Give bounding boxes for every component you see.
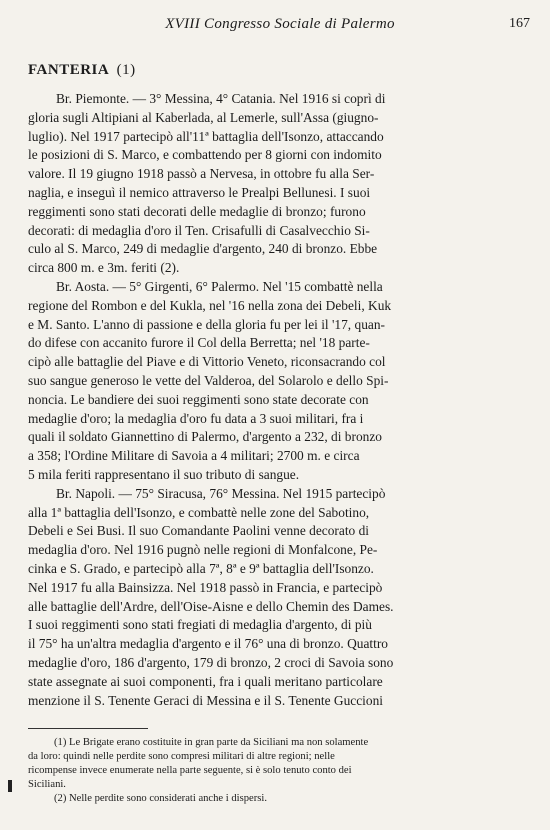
paragraph-2-line: noncia. Le bandiere dei suoi reggimenti sono state decorate con [28, 391, 369, 407]
paragraph-2-line: suo sangue generoso le vette del Valderoa, del Solarolo e dello Spi- [28, 372, 389, 388]
paragraph-1-line: le posizioni di S. Marco, e combattendo per 8 giorni con indomito [28, 147, 382, 163]
paragraph-2-line: do difese con accanito furore il Col della Berretta; nel '18 parte- [28, 335, 370, 351]
footnote-1-line: ricompense invece enumerate nella parte seguente, si è solo tenuto conto dei [28, 765, 352, 776]
paragraph-3-line: alla 1ª battaglia dell'Isonzo, e combattè nelle zone del Sabotino, [28, 504, 370, 520]
footnotes [28, 736, 524, 806]
section-title [28, 62, 136, 79]
paragraph-1-line: valore. Il 19 giugno 1918 passò a Nervesa, in ottobre fu alla Ser- [28, 166, 375, 182]
paragraph-2-line: Br. Aosta. — 5° Girgenti, 6° Palermo. Nel '15 combattè nella [56, 278, 383, 294]
paragraph-2-line: a 358; l'Ordine Militare di Savoia a 4 militari; 2700 m. e circa [28, 448, 360, 464]
body-text [28, 90, 524, 710]
paragraph-3-line: I suoi reggimenti sono stati fregiati di medaglia d'argento, di più [28, 617, 372, 633]
paragraph-2-line: medaglie d'oro; la medaglia d'oro fu data a 3 suoi militari, fra i [28, 410, 364, 426]
paragraph-3-line: Debeli e Sei Busi. Il suo Comandante Paolini venne decorato di [28, 523, 370, 539]
paragraph-2-line: 5 mila feriti rappresentano il suo tributo di sangue. [28, 466, 300, 482]
paragraph-3-line: il 75° ha un'altra medaglia d'argento e il 76° una di bronzo. Quattro [28, 636, 388, 652]
paragraph-2-line: cipò alle battaglie del Piave e di Vittorio Veneto, riconsacrando col [28, 354, 386, 370]
footnote-1-line: Siciliani. [28, 779, 66, 790]
margin-mark [8, 780, 12, 792]
footnote-ref: (1) [116, 62, 136, 78]
paragraph-3-line: alle battaglie dell'Ardre, dell'Oise-Aisne e dello Chemin des Dames. [28, 598, 394, 614]
page-number: 167 [509, 16, 530, 31]
paragraph-3-line: medaglia d'oro. Nel 1916 pugnò nelle regioni di Monfalcone, Pe- [28, 542, 378, 558]
running-head: XVIII Congresso Sociale di Palermo [165, 16, 395, 32]
paragraph-3-line: cinka e S. Grado, e partecipò alla 7ª, 8ª e 9ª battaglia dell'Isonzo. [28, 560, 374, 576]
paragraph-2-line: regione del Rombon e del Kukla, nel '16 nella zona dei Debeli, Kuk [28, 297, 392, 313]
paragraph-3-line: state assegnate ai suoi componenti, fra i quali meritano particolare [28, 673, 383, 689]
paragraph-1-line: culo al S. Marco, 249 di medaglie d'argento, 240 di bronzo. Ebbe [28, 241, 378, 257]
footnote-2-line: (2) Nelle perdite sono considerati anche i dispersi. [54, 793, 267, 804]
paragraph-1-line: Br. Piemonte. — 3° Messina, 4° Catania. Nel 1916 si coprì di [56, 91, 386, 106]
footnote-divider [28, 728, 148, 729]
paragraph-3-line: menzione il S. Tenente Geraci di Messina e il S. Tenente Guccioni [28, 692, 383, 708]
footnote-1-line: (1) Le Brigate erano costituite in gran parte da Siciliani ma non solamente [54, 737, 369, 748]
footnote-1-line: da loro: quindi nelle perdite sono compresi militari di altre regioni; nelle [28, 751, 335, 762]
paragraph-1-line: naglia, e inseguì il nemico attraverso le Prealpi Bellunesi. I suoi [28, 184, 371, 200]
paragraph-1-line: reggimenti sono stati decorati delle medaglie di bronzo; furono [28, 203, 366, 219]
paragraph-3-line: Br. Napoli. — 75° Siracusa, 76° Messina. Nel 1915 partecipò [56, 485, 386, 501]
paragraph-3-line: Nel 1917 fu alla Bainsizza. Nel 1918 passò in Francia, e partecipò [28, 579, 383, 595]
paragraph-1-line: circa 800 m. e 3m. feriti (2). [28, 260, 180, 276]
paragraph-1-line: luglio). Nel 1917 partecipò all'11ª battaglia dell'Isonzo, attaccando [28, 128, 384, 144]
paragraph-1-line: decorati: di medaglia d'oro il Ten. Crisafulli di Casalvecchio Si- [28, 222, 370, 238]
section-title-text: FANTERIA [28, 62, 109, 78]
paragraph-2-line: quali il soldato Giannettino di Palermo, d'argento a 232, di bronzo [28, 429, 382, 445]
paragraph-3-line: medaglie d'oro, 186 d'argento, 179 di bronzo, 2 croci di Savoia sono [28, 654, 394, 670]
paragraph-2-line: e M. Santo. L'anno di passione e della gloria fu per lei il '17, quan- [28, 316, 385, 332]
paragraph-1-line: gloria sugli Altipiani al Kaberlada, al Lemerle, sull'Assa (giugno- [28, 109, 379, 125]
